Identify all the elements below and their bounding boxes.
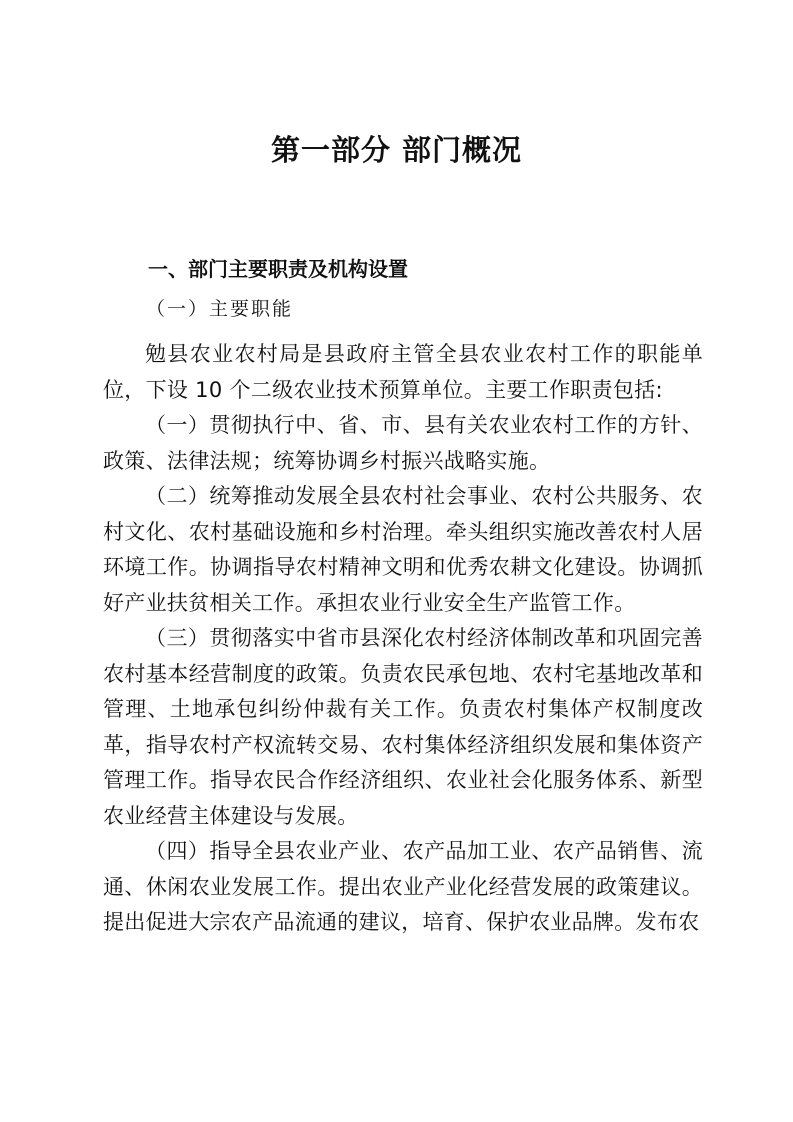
paragraph-duty-1: （一）贯彻执行中、省、市、县有关农业农村工作的方针、政策、法律法规；统筹协调乡村振兴战略实施。 [103, 413, 703, 473]
paragraph-duty-3: （三）贯彻落实中省市县深化农村经济体制改革和巩固完善农村基本经营制度的政策。负责农民承包地、农村宅基地改革和管理、土地承包纠纷仲裁有关工作。负责农村集体产权制度改革，指导农村产权流转交易、农村集体经济组织发展和集体资产管理工作。指导农民合作经济组织、农业社会化服务体系、新型农业经营主体建设与发展。 [103, 626, 703, 828]
paragraph-duty-2: （二）统筹推动发展全县农村社会事业、农村公共服务、农村文化、农村基础设施和乡村治理。牵头组织实施改善农村人居环境工作。协调指导农村精神文明和优秀农耕文化建设。协调抓好产业扶贫相关工作。承担农业行业安全生产监管工作。 [103, 484, 703, 615]
paragraph-intro: 勉县农业农村局是县政府主管全县农业农村工作的职能单位，下设 10 个二级农业技术预算单位。主要工作职责包括: [103, 342, 703, 402]
paragraph-duty-4: （四）指导全县农业产业、农产品加工业、农产品销售、流通、休闲农业发展工作。提出农业产业化经营发展的政策建议。提出促进大宗农产品流通的建议，培育、保护农业品牌。发布农 [103, 839, 703, 934]
body-text [103, 337, 703, 941]
section-heading: 一、部门主要职责及机构设置 [148, 257, 408, 281]
subsection-heading: （一）主要职能 [146, 298, 294, 320]
page-title: 第一部分 部门概况 [270, 133, 523, 167]
